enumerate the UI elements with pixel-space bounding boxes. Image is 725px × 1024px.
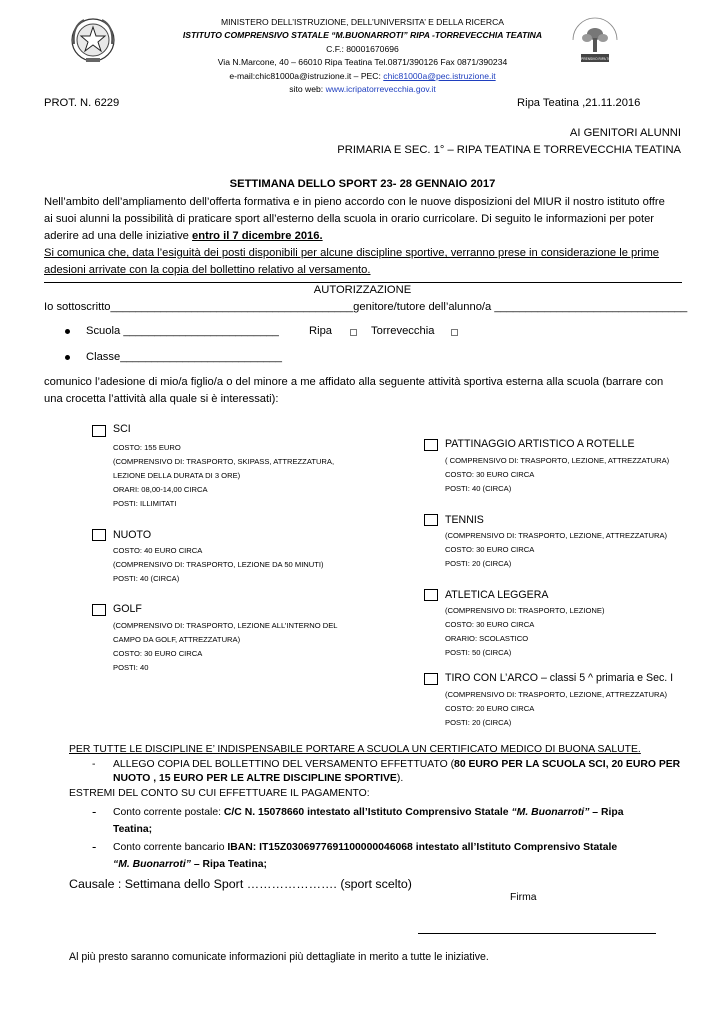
activity-detail: COSTO: 155 EURO [113, 443, 181, 452]
activity-detail: ORARIO: SCOLASTICO [445, 634, 529, 643]
website-link[interactable]: www.icripatorrevecchia.gov.it [325, 84, 436, 94]
activity-detail: (COMPRENSIVO DI: TRASPORTO, LEZIONE DA 50 MINUTI) [113, 560, 324, 569]
activity-detail: (COMPRENSIVO DI: TRASPORTO, LEZIONE ALL’INTERNO DEL [113, 621, 338, 630]
activity-detail: ORARI: 08,00-14,00 CIRCA [113, 485, 208, 494]
ripa-checkbox[interactable] [350, 329, 357, 336]
pec-link[interactable]: chic81000a@pec.istruzione.it [383, 71, 496, 81]
activity-name-tennis: TENNIS [445, 514, 484, 526]
activity-detail: POSTI: 50 (CIRCA) [445, 648, 512, 657]
activity-detail: POSTI: 20 (CIRCA) [445, 559, 512, 568]
bullet-icon [65, 355, 70, 360]
activity-detail: POSTI: 40 (CIRCA) [445, 484, 512, 493]
activity-checkbox-sci[interactable] [92, 425, 106, 437]
postal-account-label: Conto corrente postale: [113, 807, 224, 818]
authorization-heading: AUTORIZZAZIONE [313, 284, 412, 296]
activity-detail: COSTO: 20 EURO CIRCA [445, 704, 535, 713]
payment-reason[interactable]: Causale : Settimana dello Sport …………………. (sport scelto) [69, 877, 412, 891]
activity-detail: POSTI: 20 (CIRCA) [445, 718, 512, 727]
intro-line-3-text: aderire ad una delle iniziative [44, 230, 193, 242]
closing-note: Al più presto saranno comunicate informazioni più dettagliate in merito a tutte le iniziative. [69, 951, 489, 963]
account-heading: ESTREMI DEL CONTO SU CUI EFFETTUARE IL PAGAMENTO: [69, 788, 370, 799]
activity-detail: COSTO: 30 EURO CIRCA [113, 649, 203, 658]
torrevecchia-checkbox[interactable] [451, 329, 458, 336]
postal-account-place: – Ripa [589, 807, 624, 818]
activity-detail: (COMPRENSIVO DI: TRASPORTO, LEZIONE) [445, 606, 605, 615]
activity-checkbox-pattinaggio[interactable] [424, 439, 438, 451]
postal-account-line-1 [113, 805, 623, 821]
institute-address: Via N.Marcone, 40 – 66010 Ripa Teatina Tel.0871/390126 Fax 0871/390234 [217, 57, 508, 67]
activity-checkbox-tiro-con-arco[interactable] [424, 673, 438, 685]
activity-detail: COSTO: 30 EURO CIRCA [445, 620, 535, 629]
bank-account-line-2 [113, 857, 267, 873]
bank-account-label: Conto corrente bancario [113, 842, 228, 853]
dash-marker: - [92, 759, 96, 770]
activity-detail: LEZIONE DELLA DURATA DI 3 ORE) [113, 471, 241, 480]
ministry-name: MINISTERO DELL’ISTRUZIONE, DELL’UNIVERSITA’ E DELLA RICERCA [220, 17, 505, 27]
postal-account-line-2: Teatina; [113, 824, 153, 835]
email-prefix: e-mail:chic81000a@istruzione.it – PEC: [229, 71, 384, 81]
document-title: SETTIMANA DELLO SPORT 23- 28 GENNAIO 2017 [229, 178, 496, 190]
payment-amounts-1: 80 EURO PER LA SCUOLA SCI, 20 EURO PER [454, 759, 681, 770]
bullet-icon [65, 329, 70, 334]
activity-detail: COSTO: 40 EURO CIRCA [113, 546, 203, 555]
postal-account-name: “M. Buonarroti” [511, 807, 590, 818]
statement-line-2: una crocetta l’attività alla quale si è interessati): [44, 393, 279, 405]
activity-name-tiro-con-arco: TIRO CON L’ARCO – classi 5 ^ primaria e Sec. I [445, 672, 674, 684]
recipients-line-2: PRIMARIA E SEC. 1° – RIPA TEATINA E TORREVECCHIA TEATINA [337, 144, 681, 156]
dash-marker: - [92, 839, 97, 854]
bank-account-place: – Ripa Teatina; [190, 859, 267, 870]
date-place: Ripa Teatina ,21.11.2016 [517, 97, 641, 109]
activity-detail: POSTI: 40 (CIRCA) [113, 574, 180, 583]
activity-detail: CAMPO DA GOLF, ATTREZZATURA) [113, 635, 241, 644]
school-field[interactable]: Scuola _________________________ [86, 325, 279, 337]
activity-detail: (COMPRENSIVO DI: TRASPORTO, LEZIONE, ATTREZZATURA) [445, 531, 668, 540]
payment-copy-line-2 [113, 772, 403, 786]
activity-checkbox-tennis[interactable] [424, 514, 438, 526]
dash-marker: - [92, 804, 97, 819]
activity-detail: ( COMPRENSIVO DI: TRASPORTO, LEZIONE, ATTREZZATURA) [445, 456, 670, 465]
signer-line[interactable]: Io sottoscritto_______________________________________genitore/tutore dell’alunno/a _______________________________ [44, 301, 688, 313]
intro-line-5: adesioni arrivate con la copia del bollettino relativo al versamento. [44, 264, 371, 276]
institute-name: ISTITUTO COMPRENSIVO STATALE “M.BUONARROTI” RIPA -TORREVECCHIA TEATINA [182, 30, 543, 40]
signature-label: Firma [510, 892, 537, 903]
activity-detail: COSTO: 30 EURO CIRCA [445, 470, 535, 479]
intro-line-4: Si comunica che, data l’esiguità dei posti disponibili per alcune discipline sportive, verranno prese in considerazione le prime [44, 247, 660, 259]
statement-line-1: comunico l’adesione di mio/a figlio/a o del minore a me affidato alla seguente attività sportiva esterna alla scuola (barrare con [44, 376, 664, 388]
payment-amounts-2: NUOTO , 15 EURO PER LE ALTRE DISCIPLINE SPORTIVE [113, 773, 397, 784]
bank-account-name: “M. Buonarroti” [113, 859, 191, 870]
activity-name-atletica: ATLETICA LEGGERA [445, 589, 549, 601]
activity-detail: POSTI: 40 [113, 663, 149, 672]
torrevecchia-option-label: Torrevecchia [371, 325, 435, 337]
signature-line[interactable] [418, 933, 656, 934]
activity-name-sci: SCI [113, 423, 131, 435]
activity-name-nuoto: NUOTO [113, 529, 152, 541]
activity-detail: POSTI: ILLIMITATI [113, 499, 177, 508]
ripa-option-label: Ripa [309, 325, 333, 337]
activity-name-pattinaggio: PATTINAGGIO ARTISTICO A ROTELLE [445, 438, 635, 450]
intro-line-2: ai suoi alunni la possibilità di praticare sport all’esterno della scuola in orario curricolare. Di seguito le informazioni per poter [44, 213, 655, 225]
payment-copy-line-1 [113, 758, 680, 772]
email-line [0, 70, 725, 82]
bank-iban: IBAN: IT15Z0306977691100000046068 intestato all’Istituto Comprensivo Statale [227, 842, 618, 853]
activity-name-golf: GOLF [113, 603, 142, 615]
class-field[interactable]: Classe__________________________ [86, 351, 282, 363]
payment-copy-text: ALLEGO COPIA DEL BOLLETTINO DEL VERSAMENTO EFFETTUATO ( [113, 759, 455, 770]
institute-logo-label: ISTITUTO COMPRENSIVO RIPA TORREVECCHIA [558, 57, 632, 61]
activity-detail: COSTO: 30 EURO CIRCA [445, 545, 535, 554]
bank-account-line-1 [113, 840, 617, 856]
activity-detail: (COMPRENSIVO DI: TRASPORTO, SKIPASS, ATTREZZATURA, [113, 457, 335, 466]
intro-line-1: Nell’ambito dell’ampliamento dell’offerta formativa e in pieno accordo con le nuove disposizioni del MIUR il nostro istituto offre [44, 196, 665, 208]
protocol-number: PROT. N. 6229 [44, 97, 120, 109]
postal-account-number: C/C N. 15078660 intestato all’Istituto Comprensivo Statale [223, 807, 512, 818]
activity-checkbox-golf[interactable] [92, 604, 106, 616]
activity-detail: (COMPRENSIVO DI: TRASPORTO, LEZIONE, ATTREZZATURA) [445, 690, 668, 699]
payment-copy-end: ). [396, 773, 404, 784]
activity-checkbox-atletica[interactable] [424, 589, 438, 601]
activity-checkbox-nuoto[interactable] [92, 529, 106, 541]
website-prefix: sito web: [289, 84, 326, 94]
deadline-text: entro il 7 dicembre 2016. [192, 230, 323, 242]
recipients-line-1: AI GENITORI ALUNNI [569, 127, 681, 139]
medical-certificate-note: PER TUTTE LE DISCIPLINE E’ INDISPENSABILE PORTARE A SCUOLA UN CERTIFICATO MEDICO DI BUONA SALUTE. [69, 744, 641, 755]
fiscal-code: C.F.: 80001670696 [326, 44, 399, 54]
